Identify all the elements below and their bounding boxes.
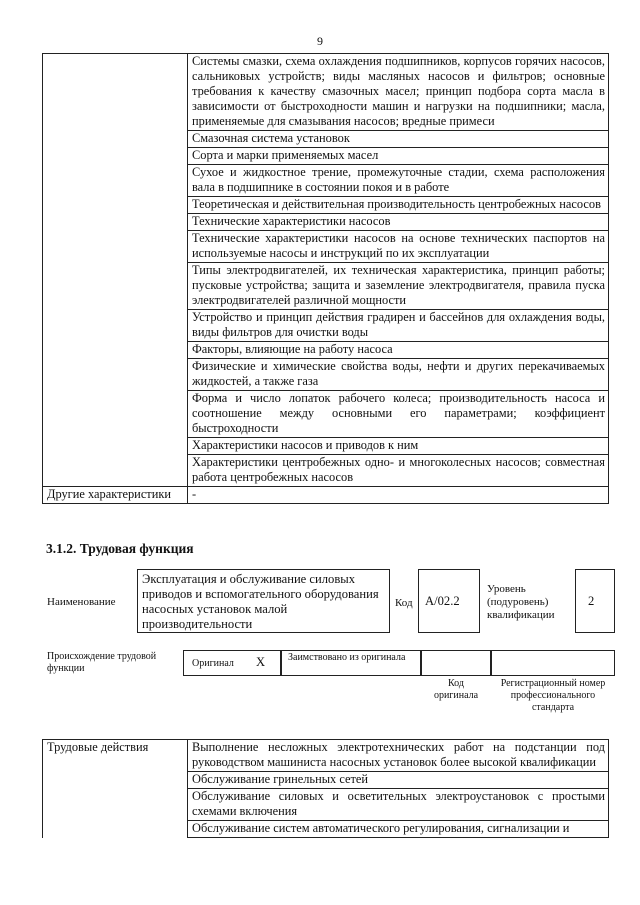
knowledge-row: Теоретическая и действительная производительность центробежных насосов — [188, 197, 609, 214]
level-value: 2 — [588, 594, 595, 608]
other-characteristics-label: Другие характеристики — [43, 487, 188, 504]
code-value: А/02.2 — [425, 594, 460, 608]
borrowed-cell — [281, 650, 421, 676]
original-cell — [183, 650, 281, 676]
code-label: Код — [395, 597, 413, 609]
code-box — [418, 569, 480, 633]
knowledge-row: Типы электродвигателей, их техническая характеристика, принцип работы; пусковые устройства; защита и заземление электродвигателя, правила пуска электродвигателей различной мощности — [188, 263, 609, 310]
knowledge-row: Смазочная система установок — [188, 131, 609, 148]
labor-action-row: Обслуживание систем автоматического регулирования, сигнализации и — [188, 821, 609, 838]
knowledge-row: Технические характеристики насосов на основе технических паспортов на используемые насосы и инструкций по их эксплуатации — [188, 231, 609, 263]
origin-label: Происхождение трудовой функции — [47, 651, 157, 674]
labor-actions-table — [42, 739, 609, 838]
knowledge-row: Сорта и марки применяемых масел — [188, 148, 609, 165]
level-label: Уровень (подуровень) квалификации — [487, 583, 555, 621]
level-box — [575, 569, 615, 633]
labor-actions-label: Трудовые действия — [43, 740, 188, 772]
code-original-label: Код оригинала — [433, 678, 479, 701]
labor-action-row: Выполнение несложных электротехнических работ на подстанции под руководством машиниста насосных установок более высокой квалификации — [188, 740, 609, 772]
code-original-cell — [421, 650, 491, 676]
borrowed-label: Заимствовано из оригинала — [288, 652, 406, 663]
original-mark: X — [256, 655, 266, 669]
labor-action-row: Обслуживание гринельных сетей — [188, 772, 609, 789]
name-label: Наименование — [47, 596, 116, 608]
knowledge-table — [42, 53, 609, 504]
knowledge-row: Технические характеристики насосов — [188, 214, 609, 231]
knowledge-row: Характеристики центробежных одно- и многоколесных насосов; совместная работа центробежных насосов — [188, 455, 609, 487]
section-title: 3.1.2. Трудовая функция — [46, 541, 194, 556]
knowledge-row: Характеристики насосов и приводов к ним — [188, 438, 609, 455]
knowledge-row: Факторы, влияющие на работу насоса — [188, 342, 609, 359]
function-name: Эксплуатация и обслуживание силовых приводов и вспомогательного оборудования насосных установок малой производительности — [142, 572, 379, 631]
other-characteristics-value: - — [188, 487, 609, 504]
labor-action-row: Обслуживание силовых и осветительных электроустановок с простыми схемами включения — [188, 789, 609, 821]
reg-number-cell — [491, 650, 615, 676]
original-label: Оригинал — [192, 658, 234, 669]
knowledge-row: Физические и химические свойства воды, нефти и других перекачиваемых жидкостей, а также газа — [188, 359, 609, 391]
reg-number-label: Регистрационный номер профессионального стандарта — [500, 678, 606, 713]
knowledge-row: Системы смазки, схема охлаждения подшипников, корпусов горячих насосов, сальниковых устройств; виды масляных насосов и фильтров; основные требования к качеству смазочных масел; принцип подбора сорта масла в зависимости от быстроходности машин и нагрузки на подшипники; масла, применяемые для смазывания насосов; вредные примеси — [188, 54, 609, 131]
function-name-box — [137, 569, 390, 633]
page-number: 9 — [317, 34, 323, 48]
knowledge-row: Сухое и жидкостное трение, промежуточные стадии, схема расположения вала в подшипнике в состоянии покоя и в работе — [188, 165, 609, 197]
knowledge-row: Форма и число лопаток рабочего колеса; производительность насоса и соотношение между основными его параметрами; коэффициент быстроходности — [188, 391, 609, 438]
knowledge-row: Устройство и принцип действия градирен и бассейнов для охлаждения воды, виды фильтров для очистки воды — [188, 310, 609, 342]
